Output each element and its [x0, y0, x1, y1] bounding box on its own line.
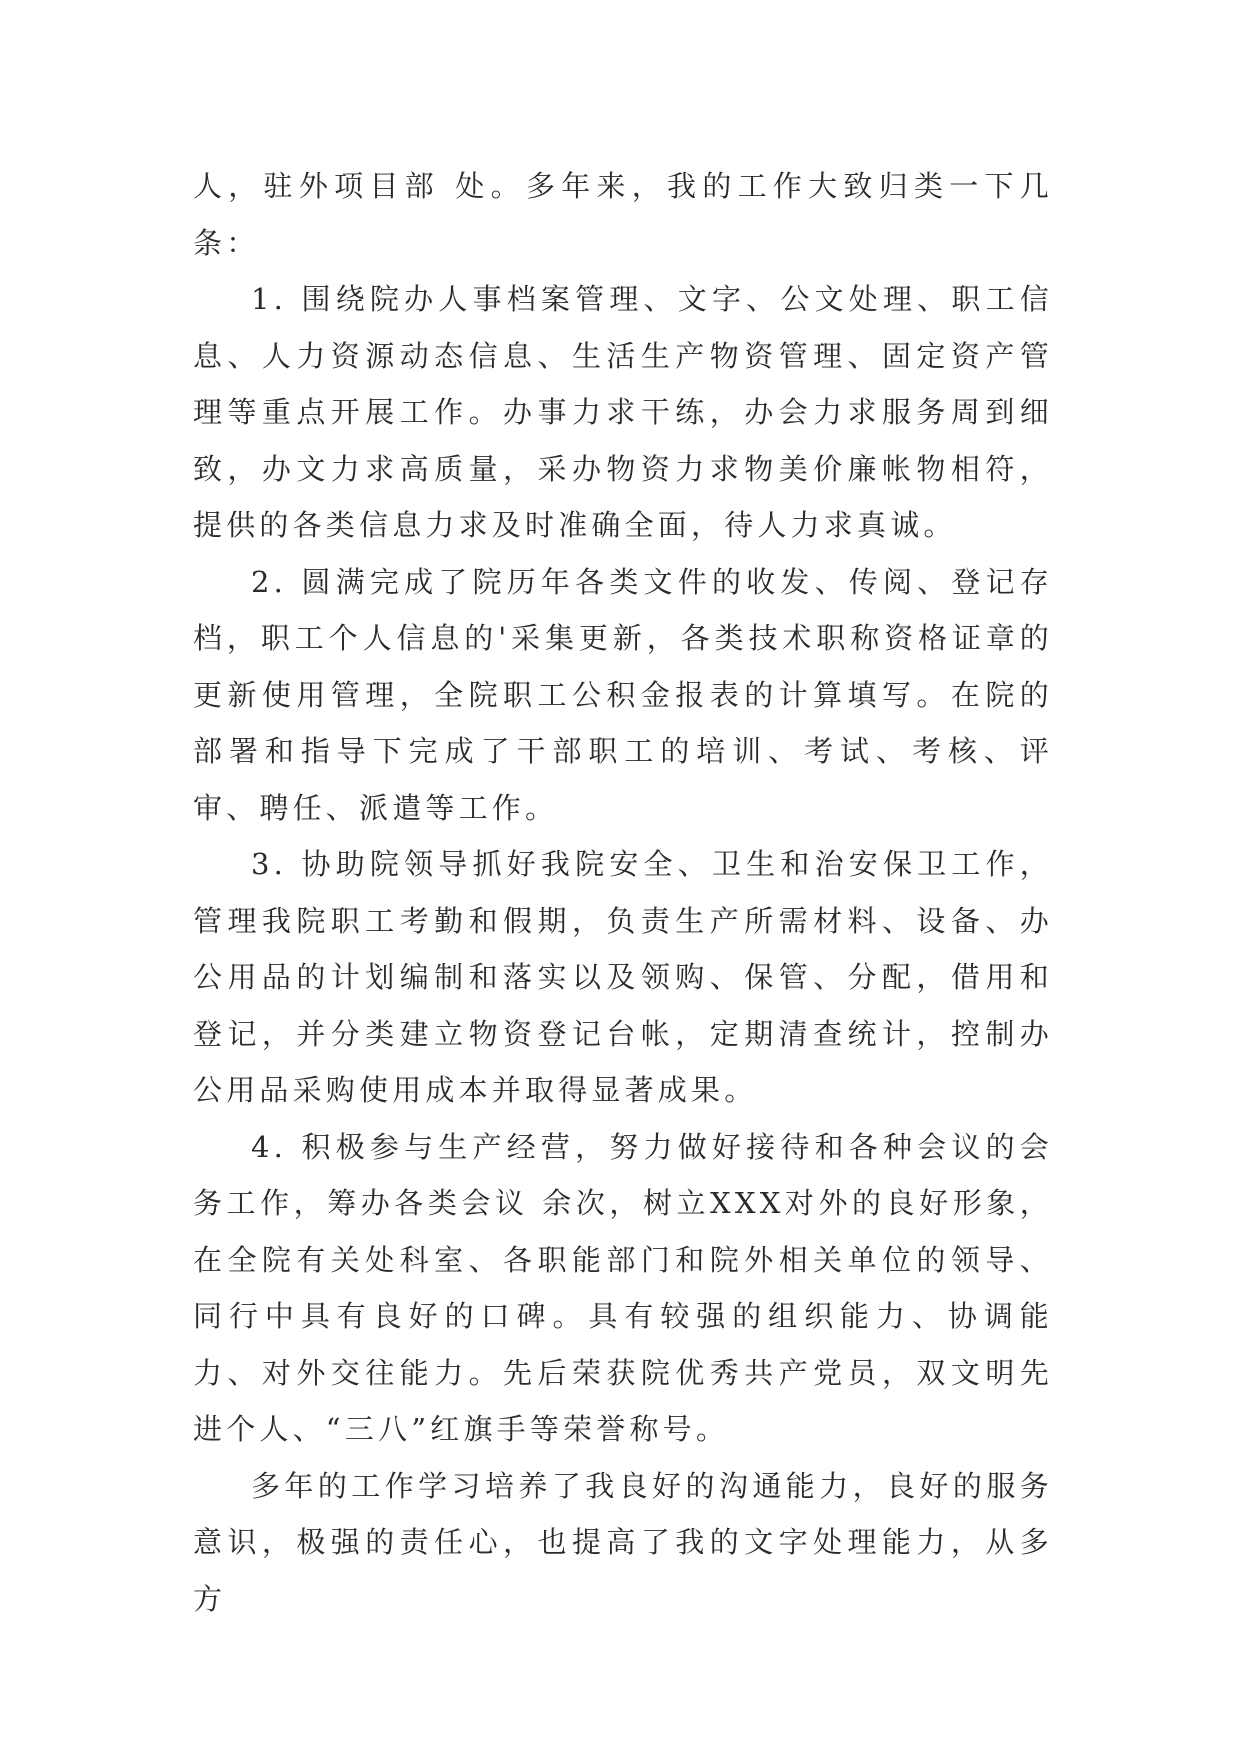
paragraph-summary: 多年的工作学习培养了我良好的沟通能力，良好的服务意识，极强的责任心，也提高了我的文字处理能力，从多方 — [193, 1468, 1053, 1616]
paragraph-item-2: 2. 圆满完成了院历年各类文件的收发、传阅、登记存档，职工个人信息的'采集更新，各类技术职称资格证章的更新使用管理，全院职工公积金报表的计算填写。在院的部署和指导下完成了干部职工的培训、考试、考核、评审、聘任、派遣等工作。 — [193, 564, 1053, 825]
paragraph-item-1: 1. 围绕院办人事档案管理、文字、公文处理、职工信息、人力资源动态信息、生活生产物资管理、固定资产管理等重点开展工作。办事力求干练，办会力求服务周到细致，办文力求高质量，采办物资力求物美价廉帐物相符，提供的各类信息力求及时准确全面，待人力求真诚。 — [193, 282, 1053, 542]
paragraph-item-4: 4. 积极参与生产经营，努力做好接待和各种会议的会务工作，筹办各类会议 余次，树立XXX对外的良好形象，在全院有关处科室、各职能部门和院外相关单位的领导、同行中具有良好的口碑。具有较强的组织能力、协调能力、对外交往能力。先后荣获院优秀共产党员，双文明先进个人、“三八”红旗手等荣誉称号。 — [193, 1129, 1053, 1446]
paragraph-item-3: 3. 协助院领导抓好我院安全、卫生和治安保卫工作，管理我院职工考勤和假期，负责生产所需材料、设备、办公用品的计划编制和落实以及领购、保管、分配，借用和登记，并分类建立物资登记台帐，定期清查统计，控制办公用品采购使用成本并取得显著成果。 — [193, 847, 1053, 1107]
paragraph-intro-continued: 人，驻外项目部 处。多年来，我的工作大致归类一下几条： — [193, 169, 1053, 260]
document-body — [193, 158, 1053, 1627]
